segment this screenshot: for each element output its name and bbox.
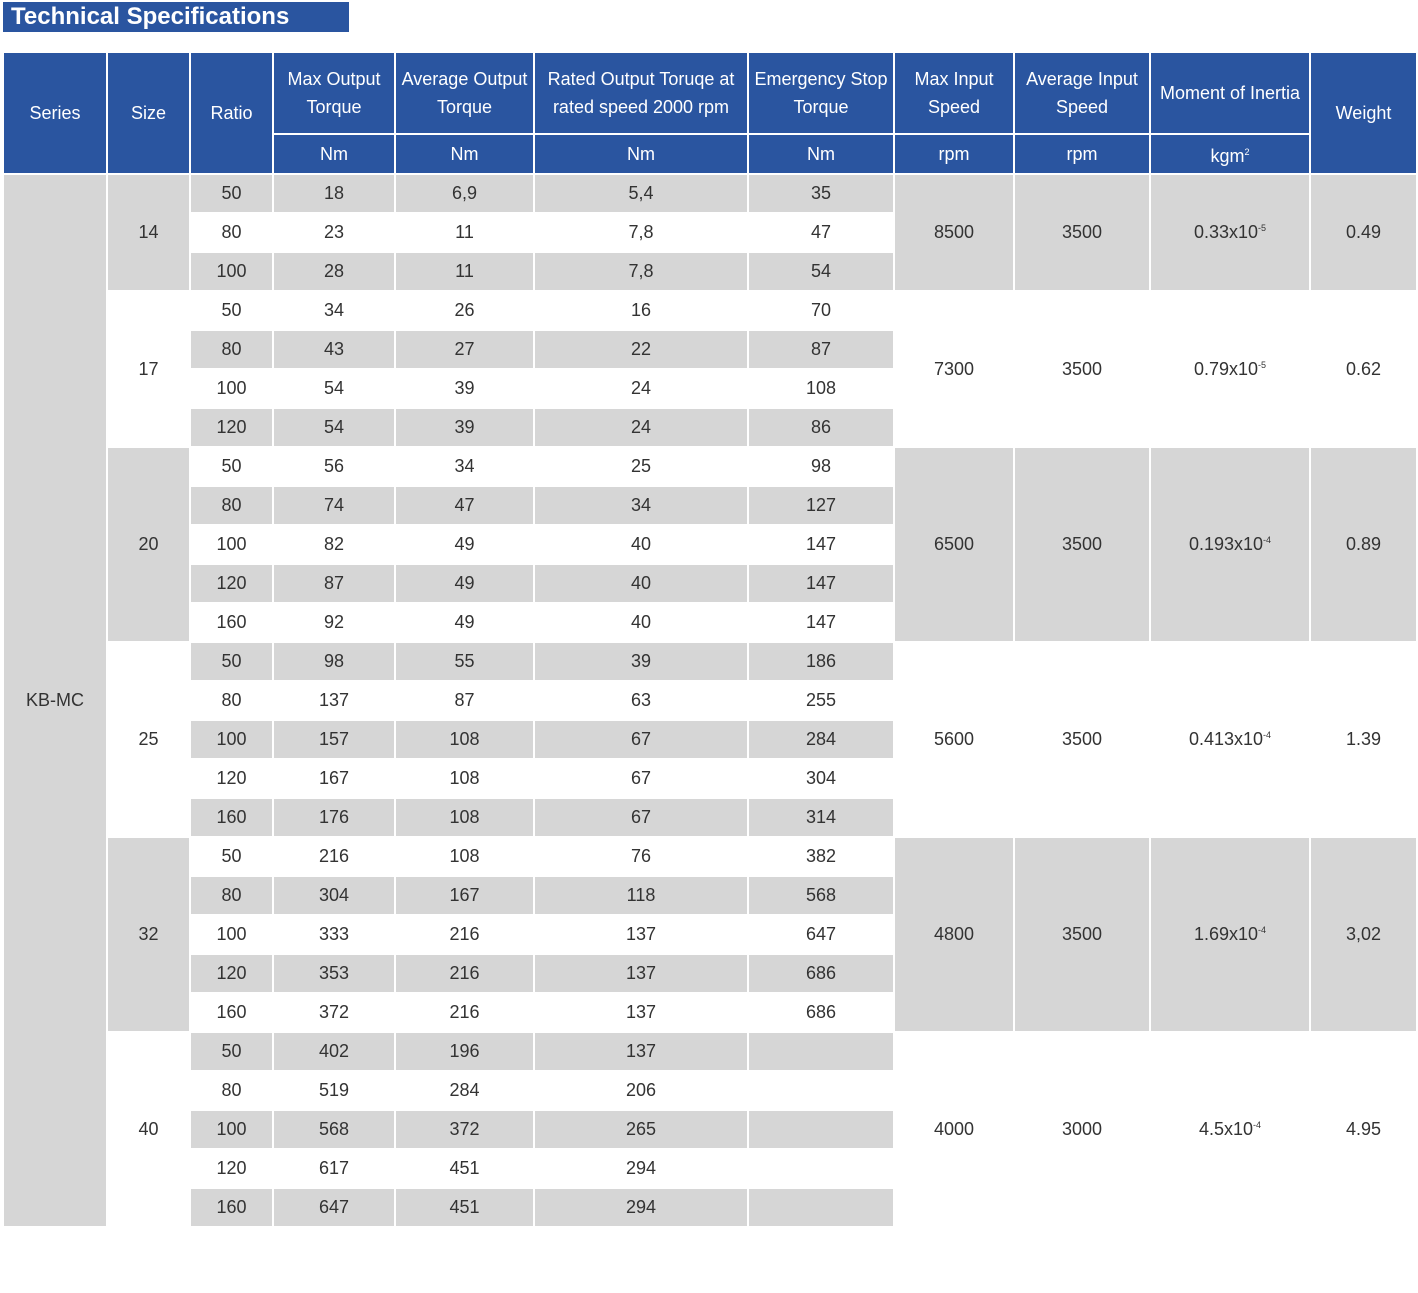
rated-output-torque-cell: 25 [534, 447, 748, 486]
average-output-torque-cell: 39 [395, 408, 534, 447]
header-max-input-speed: Max Input Speed [894, 52, 1014, 134]
rated-output-torque-cell: 34 [534, 486, 748, 525]
ratio-cell: 160 [190, 993, 273, 1032]
table-row [3, 642, 1417, 681]
rated-output-torque-cell: 294 [534, 1149, 748, 1188]
average-output-torque-cell: 451 [395, 1149, 534, 1188]
average-output-torque-cell: 108 [395, 720, 534, 759]
ratio-cell: 100 [190, 525, 273, 564]
average-output-torque-cell: 216 [395, 915, 534, 954]
header-series: Series [3, 52, 107, 174]
size-cell: 40 [107, 1032, 190, 1227]
emergency-stop-torque-cell: 284 [748, 720, 894, 759]
rated-output-torque-cell: 63 [534, 681, 748, 720]
max-input-speed-cell: 4000 [894, 1032, 1014, 1227]
max-output-torque-cell: 216 [273, 837, 395, 876]
header-ratio: Ratio [190, 52, 273, 174]
average-output-torque-cell: 196 [395, 1032, 534, 1071]
rated-output-torque-cell: 294 [534, 1188, 748, 1227]
weight-cell: 0.62 [1310, 291, 1417, 447]
ratio-cell: 80 [190, 213, 273, 252]
rated-output-torque-cell: 137 [534, 954, 748, 993]
moment-of-inertia-exponent: -4 [1258, 925, 1267, 935]
emergency-stop-torque-cell: 127 [748, 486, 894, 525]
ratio-cell: 80 [190, 876, 273, 915]
average-output-torque-cell: 11 [395, 213, 534, 252]
moment-of-inertia-cell [1150, 1032, 1310, 1227]
size-cell: 20 [107, 447, 190, 642]
average-output-torque-cell: 49 [395, 525, 534, 564]
unit-moment-of-inertia [1150, 134, 1310, 174]
rated-output-torque-cell: 24 [534, 408, 748, 447]
max-output-torque-cell: 568 [273, 1110, 395, 1149]
average-input-speed-cell: 3500 [1014, 174, 1150, 291]
emergency-stop-torque-cell: 98 [748, 447, 894, 486]
ratio-cell: 50 [190, 174, 273, 213]
emergency-stop-torque-cell: 314 [748, 798, 894, 837]
header-weight: Weight [1335, 103, 1392, 123]
size-cell: 25 [107, 642, 190, 837]
average-input-speed-cell: 3500 [1014, 291, 1150, 447]
emergency-stop-torque-cell [748, 1149, 894, 1188]
moment-of-inertia-value: 4.5x10 [1198, 1119, 1254, 1139]
ratio-cell: 100 [190, 720, 273, 759]
average-output-torque-cell: 39 [395, 369, 534, 408]
header-moment-of-inertia: Moment of Inertia [1150, 52, 1310, 134]
ratio-cell: 100 [190, 369, 273, 408]
unit-average-output-torque: Nm [395, 134, 534, 174]
emergency-stop-torque-cell: 35 [748, 174, 894, 213]
max-output-torque-cell: 18 [273, 174, 395, 213]
rated-output-torque-cell: 67 [534, 759, 748, 798]
rated-output-torque-cell: 67 [534, 798, 748, 837]
emergency-stop-torque-cell: 186 [748, 642, 894, 681]
unit-max-output-torque: Nm [273, 134, 395, 174]
max-output-torque-cell: 167 [273, 759, 395, 798]
average-output-torque-cell: 55 [395, 642, 534, 681]
moment-of-inertia-value: 0.193x10 [1188, 534, 1264, 554]
size-cell: 14 [107, 174, 190, 291]
average-output-torque-cell: 108 [395, 798, 534, 837]
emergency-stop-torque-cell: 108 [748, 369, 894, 408]
average-output-torque-cell: 167 [395, 876, 534, 915]
moment-of-inertia-exponent: -4 [1263, 535, 1272, 545]
moment-of-inertia-value: 0.33x10 [1193, 222, 1259, 242]
emergency-stop-torque-cell: 255 [748, 681, 894, 720]
emergency-stop-torque-cell [748, 1032, 894, 1071]
unit-max-input-speed: rpm [894, 134, 1014, 174]
max-input-speed-cell: 4800 [894, 837, 1014, 1032]
ratio-cell: 120 [190, 1149, 273, 1188]
rated-output-torque-cell: 137 [534, 1032, 748, 1071]
average-output-torque-cell: 216 [395, 993, 534, 1032]
spec-table-body [3, 174, 1417, 1227]
unit-average-input-speed: rpm [1014, 134, 1150, 174]
ratio-cell: 120 [190, 408, 273, 447]
emergency-stop-torque-cell [748, 1188, 894, 1227]
max-output-torque-cell: 56 [273, 447, 395, 486]
average-output-torque-cell: 49 [395, 564, 534, 603]
max-output-torque-cell: 137 [273, 681, 395, 720]
average-input-speed-cell: 3500 [1014, 447, 1150, 642]
ratio-cell: 120 [190, 759, 273, 798]
series-cell: KB-MC [3, 174, 107, 1227]
average-output-torque-cell: 47 [395, 486, 534, 525]
table-row [3, 1032, 1417, 1071]
max-output-torque-cell: 74 [273, 486, 395, 525]
average-output-torque-cell: 87 [395, 681, 534, 720]
average-input-speed-cell: 3500 [1014, 837, 1150, 1032]
page-title: Technical Specifications [3, 2, 349, 32]
max-output-torque-cell: 23 [273, 213, 395, 252]
emergency-stop-torque-cell: 647 [748, 915, 894, 954]
emergency-stop-torque-cell: 87 [748, 330, 894, 369]
ratio-cell: 50 [190, 1032, 273, 1071]
rated-output-torque-cell: 22 [534, 330, 748, 369]
moment-of-inertia-value: 0.413x10 [1188, 729, 1264, 749]
moment-of-inertia-exponent: -5 [1258, 359, 1267, 370]
max-output-torque-cell: 82 [273, 525, 395, 564]
average-output-torque-cell: 6,9 [395, 174, 534, 213]
moment-of-inertia-exponent: -5 [1258, 223, 1267, 233]
moment-of-inertia-value: 1.69x10 [1193, 924, 1259, 944]
average-output-torque-cell: 108 [395, 837, 534, 876]
max-input-speed-cell: 8500 [894, 174, 1014, 291]
header-max-output-torque: Max Output Torque [273, 52, 395, 134]
header-rated-output-torque: Rated Output Toruqe at rated speed 2000 rpm [534, 52, 748, 134]
header-average-output-torque: Average Output Torque [395, 52, 534, 134]
emergency-stop-torque-cell [748, 1110, 894, 1149]
weight-cell: 4.95 [1310, 1032, 1417, 1227]
emergency-stop-torque-cell: 568 [748, 876, 894, 915]
ratio-cell: 160 [190, 798, 273, 837]
rated-output-torque-cell: 39 [534, 642, 748, 681]
max-output-torque-cell: 647 [273, 1188, 395, 1227]
rated-output-torque-cell: 206 [534, 1071, 748, 1110]
ratio-cell: 80 [190, 330, 273, 369]
average-input-speed-cell: 3000 [1014, 1032, 1150, 1227]
moment-of-inertia-cell [1150, 291, 1310, 447]
emergency-stop-torque-cell: 147 [748, 603, 894, 642]
max-output-torque-cell: 54 [273, 369, 395, 408]
emergency-stop-torque-cell: 147 [748, 564, 894, 603]
moment-of-inertia-value: 0.79x10 [1193, 358, 1259, 379]
max-output-torque-cell: 617 [273, 1149, 395, 1188]
emergency-stop-torque-cell: 147 [748, 525, 894, 564]
rated-output-torque-cell: 40 [534, 603, 748, 642]
weight-cell: 0.89 [1310, 447, 1417, 642]
max-output-torque-cell: 353 [273, 954, 395, 993]
average-input-speed-cell: 3500 [1014, 642, 1150, 837]
weight-cell: 1.39 [1310, 642, 1417, 837]
max-output-torque-cell: 34 [273, 291, 395, 330]
average-output-torque-cell: 26 [395, 291, 534, 330]
max-output-torque-cell: 157 [273, 720, 395, 759]
rated-output-torque-cell: 265 [534, 1110, 748, 1149]
rated-output-torque-cell: 137 [534, 915, 748, 954]
unit-emergency-stop-torque: Nm [748, 134, 894, 174]
size-cell: 17 [107, 291, 190, 447]
header-weight-group [1310, 52, 1417, 174]
unit-moment-of-inertia-base: kgm [1210, 146, 1245, 166]
emergency-stop-torque-cell: 70 [748, 291, 894, 330]
size-cell: 32 [107, 837, 190, 1032]
table-row [3, 447, 1417, 486]
moment-of-inertia-cell [1150, 447, 1310, 642]
ratio-cell: 80 [190, 681, 273, 720]
emergency-stop-torque-cell: 686 [748, 993, 894, 1032]
max-input-speed-cell: 7300 [894, 291, 1014, 447]
header-emergency-stop-torque: Emergency Stop Torque [748, 52, 894, 134]
rated-output-torque-cell: 16 [534, 291, 748, 330]
max-output-torque-cell: 333 [273, 915, 395, 954]
max-output-torque-cell: 87 [273, 564, 395, 603]
max-input-speed-cell: 6500 [894, 447, 1014, 642]
table-row [3, 291, 1417, 330]
max-output-torque-cell: 519 [273, 1071, 395, 1110]
average-output-torque-cell: 49 [395, 603, 534, 642]
max-output-torque-cell: 54 [273, 408, 395, 447]
moment-of-inertia-cell [1150, 642, 1310, 837]
rated-output-torque-cell: 40 [534, 525, 748, 564]
rated-output-torque-cell: 5,4 [534, 174, 748, 213]
max-output-torque-cell: 402 [273, 1032, 395, 1071]
emergency-stop-torque-cell: 86 [748, 408, 894, 447]
moment-of-inertia-cell [1150, 837, 1310, 1032]
header-size: Size [107, 52, 190, 174]
ratio-cell: 120 [190, 564, 273, 603]
max-input-speed-cell: 5600 [894, 642, 1014, 837]
average-output-torque-cell: 451 [395, 1188, 534, 1227]
max-output-torque-cell: 28 [273, 252, 395, 291]
emergency-stop-torque-cell: 304 [748, 759, 894, 798]
header-average-input-speed: Average Input Speed [1014, 52, 1150, 134]
ratio-cell: 100 [190, 915, 273, 954]
rated-output-torque-cell: 24 [534, 369, 748, 408]
rated-output-torque-cell: 7,8 [534, 213, 748, 252]
moment-of-inertia-exponent: -4 [1263, 730, 1272, 740]
ratio-cell: 100 [190, 252, 273, 291]
emergency-stop-torque-cell: 686 [748, 954, 894, 993]
table-row [3, 837, 1417, 876]
ratio-cell: 160 [190, 603, 273, 642]
moment-of-inertia-cell [1150, 174, 1310, 291]
emergency-stop-torque-cell: 54 [748, 252, 894, 291]
weight-cell: 0.49 [1310, 174, 1417, 291]
rated-output-torque-cell: 118 [534, 876, 748, 915]
ratio-cell: 160 [190, 1188, 273, 1227]
moment-of-inertia-exponent: -4 [1253, 1120, 1262, 1130]
emergency-stop-torque-cell: 382 [748, 837, 894, 876]
unit-rated-output-torque: Nm [534, 134, 748, 174]
max-output-torque-cell: 43 [273, 330, 395, 369]
unit-moment-of-inertia-exp: 2 [1244, 147, 1250, 157]
ratio-cell: 50 [190, 837, 273, 876]
weight-cell: 3,02 [1310, 837, 1417, 1032]
rated-output-torque-cell: 137 [534, 993, 748, 1032]
max-output-torque-cell: 176 [273, 798, 395, 837]
rated-output-torque-cell: 40 [534, 564, 748, 603]
max-output-torque-cell: 304 [273, 876, 395, 915]
ratio-cell: 80 [190, 486, 273, 525]
max-output-torque-cell: 372 [273, 993, 395, 1032]
table-row [3, 174, 1417, 213]
ratio-cell: 50 [190, 642, 273, 681]
average-output-torque-cell: 284 [395, 1071, 534, 1110]
average-output-torque-cell: 216 [395, 954, 534, 993]
average-output-torque-cell: 34 [395, 447, 534, 486]
average-output-torque-cell: 27 [395, 330, 534, 369]
rated-output-torque-cell: 67 [534, 720, 748, 759]
emergency-stop-torque-cell [748, 1071, 894, 1110]
rated-output-torque-cell: 76 [534, 837, 748, 876]
ratio-cell: 50 [190, 291, 273, 330]
ratio-cell: 50 [190, 447, 273, 486]
emergency-stop-torque-cell: 47 [748, 213, 894, 252]
ratio-cell: 100 [190, 1110, 273, 1149]
rated-output-torque-cell: 7,8 [534, 252, 748, 291]
ratio-cell: 80 [190, 1071, 273, 1110]
average-output-torque-cell: 108 [395, 759, 534, 798]
average-output-torque-cell: 11 [395, 252, 534, 291]
spec-table [2, 51, 1418, 1228]
max-output-torque-cell: 92 [273, 603, 395, 642]
ratio-cell: 120 [190, 954, 273, 993]
average-output-torque-cell: 372 [395, 1110, 534, 1149]
max-output-torque-cell: 98 [273, 642, 395, 681]
